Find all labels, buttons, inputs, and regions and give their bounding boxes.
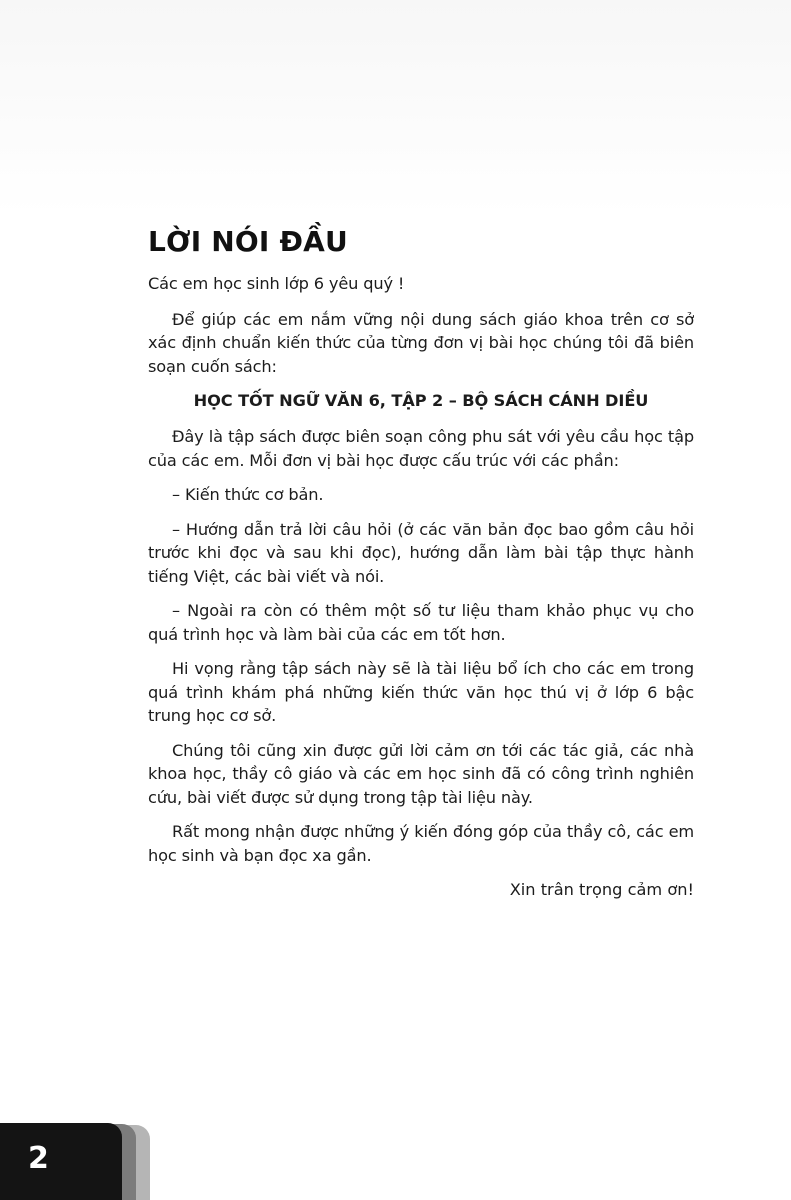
book-title-heading: HỌC TỐT NGỮ VĂN 6, TẬP 2 – BỘ SÁCH CÁNH DIỀU <box>193 391 649 410</box>
intro-paragraph: Để giúp các em nắm vững nội dung sách giáo khoa trên cơ sở xác định chuẩn kiến thức của từng đơn vị bài học chúng tôi đã biên soạn cuốn sách: <box>148 309 694 376</box>
page-number-tab <box>0 1123 152 1200</box>
description-paragraph: Đây là tập sách được biên soạn công phu sát với yêu cầu học tập của các em. Mỗi đơn vị bài học được cấu trúc với các phần: <box>148 427 694 470</box>
feedback-paragraph: Rất mong nhận được những ý kiến đóng góp của thầy cô, các em học sinh và bạn đọc xa gần. <box>148 822 694 865</box>
list-item: – Kiến thức cơ bản. <box>172 485 324 504</box>
hope-paragraph: Hi vọng rằng tập sách này sẽ là tài liệu bổ ích cho các em trong quá trình khám phá những kiến thức văn học thú vị ở lớp 6 bậc trung học cơ sở. <box>148 659 694 725</box>
thanks-paragraph: Chúng tôi cũng xin được gửi lời cảm ơn tới các tác giả, các nhà khoa học, thầy cô giáo và các em học sinh đã có công trình nghiên cứu, bài viết được sử dụng trong tập tài liệu này. <box>148 740 694 807</box>
greeting-paragraph: Các em học sinh lớp 6 yêu quý ! <box>148 274 405 293</box>
page-number: 2 <box>28 1141 49 1176</box>
preface-content <box>148 222 694 902</box>
signoff-line: Xin trân trọng cảm ơn! <box>509 880 694 899</box>
tab-front <box>0 1123 122 1200</box>
list-item: – Ngoài ra còn có thêm một số tư liệu tham khảo phục vụ cho quá trình học và làm bài của các em tốt hơn. <box>148 601 694 644</box>
page-title: LỜI NÓI ĐẦU <box>148 225 348 258</box>
list-item: – Hướng dẫn trả lời câu hỏi (ở các văn bản đọc bao gồm câu hỏi trước khi đọc và sau khi đọc), hướng dẫn làm bài tập thực hành tiếng Việt, các bài viết và nói. <box>148 519 694 586</box>
